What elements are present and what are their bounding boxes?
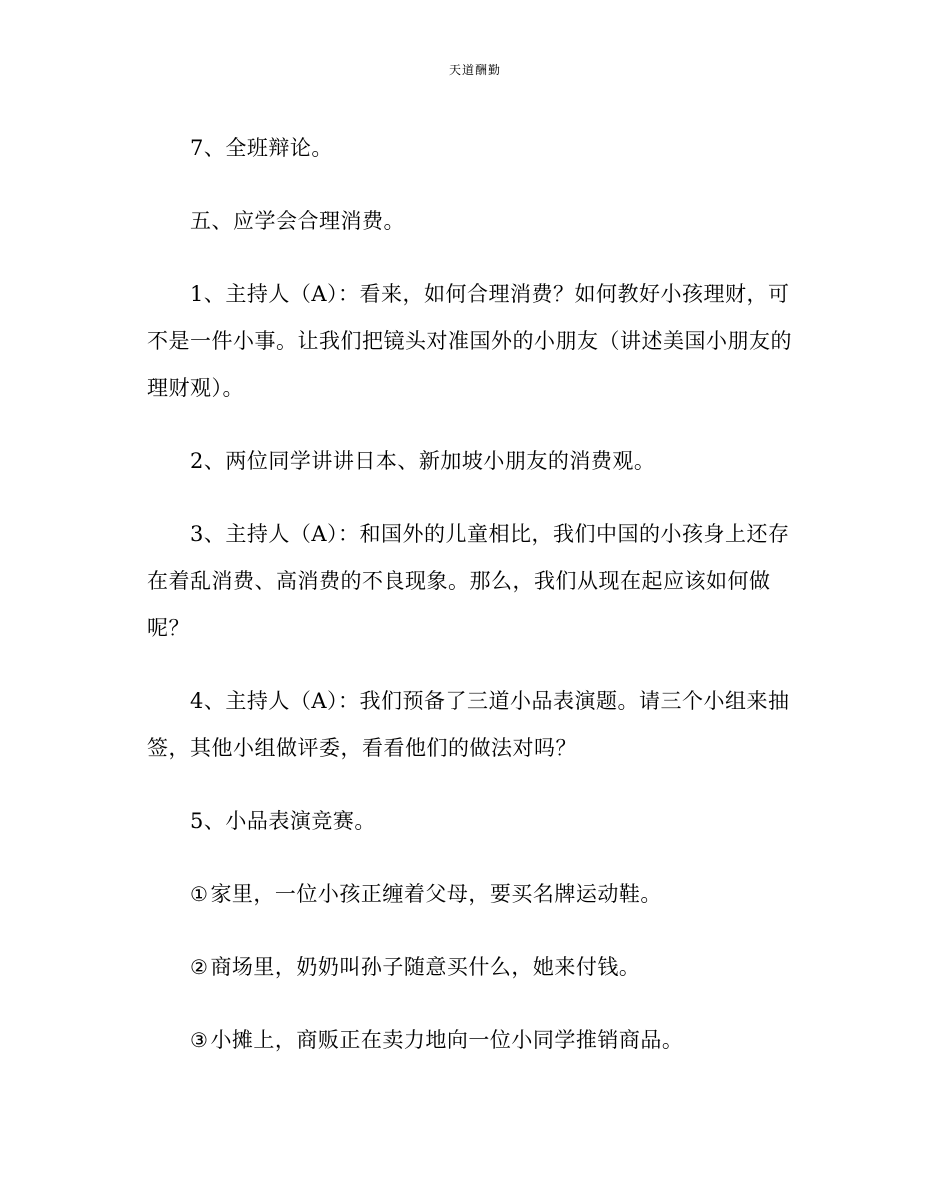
skit-text: 小摊上，商贩正在卖力地向一位小同学推销商品。 [210,1028,684,1052]
document-body [147,125,807,1064]
skit-item-1 [147,871,807,918]
skit-marker: ③ [190,1028,209,1052]
skit-text: 商场里，奶奶叫孙子随意买什么，她来付钱。 [210,955,641,979]
skit-marker: ② [190,955,209,979]
paragraph-debate: 7、全班辩论。 [190,136,333,160]
skit-text: 家里，一位小孩正缠着父母，要买名牌运动鞋。 [210,882,662,906]
paragraph-host-comparison: 3、主持人（A）：和国外的儿童相比，我们中国的小孩身上还存在着乱消费、高消费的不良现象。那么，我们从现在起应该如何做呢？ [147,522,790,640]
paragraph-skit-contest: 5、小品表演竞赛。 [190,809,376,833]
paragraph-host-skits: 4、主持人（A）：我们预备了三道小品表演题。请三个小组来抽签，其他小组做评委，看看他们的做法对吗？ [147,689,790,760]
paragraph-japan-singapore: 2、两位同学讲讲日本、新加坡小朋友的消费观。 [190,449,656,473]
skit-marker: ① [190,882,209,906]
skit-item-3 [147,1017,807,1064]
paragraph-host-intro: 1、主持人（A）：看来，如何合理消费？如何教好小孩理财，可不是一件小事。让我们把镜头对准国外的小朋友（讲述美国小朋友的理财观）。 [147,282,792,400]
section-heading-consumption: 五、应学会合理消费。 [190,209,405,233]
page-header: 天道酬勤 [448,63,501,77]
skit-item-2 [147,944,807,991]
